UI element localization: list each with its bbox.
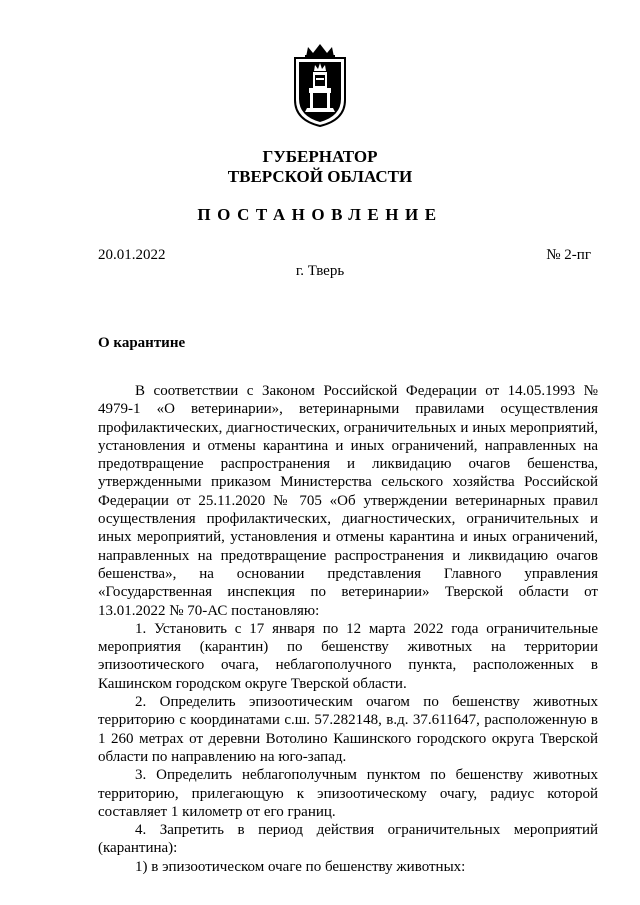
document-date: 20.01.2022	[98, 247, 166, 263]
issuer-region: ТВЕРСКОЙ ОБЛАСТИ	[227, 167, 413, 186]
issuer-title: ГУБЕРНАТОР	[262, 147, 378, 166]
clause-paragraph: 1. Установить с 17 января по 12 марта 2022 года ограничительные мероприятия (карантин) по бешенству животных на территории эпизоотического очага, неблагополучного пункта, расположенных в Кашинском городском округе Тверской области.	[98, 620, 598, 692]
document-city: г. Тверь	[295, 263, 345, 279]
clause-paragraph: 3. Определить неблагополучным пунктом по бешенству животных территорию, прилегающую к эпизоотическому очагу, радиус которой составляет 1 километр от его границ.	[98, 767, 598, 820]
document-number: № 2-пг	[546, 247, 591, 263]
clause-paragraph: 2. Определить эпизоотическим очагом по бешенству животных территорию с координатами с.ш. 57.282148, в.д. 37.611647, расположенную в 1 260 метрах от деревни Вотолино Кашинского городского округа Тверской области по направлению на юго-запад.	[98, 694, 598, 765]
tver-coat-of-arms-icon	[292, 42, 348, 128]
document-body	[98, 382, 598, 876]
subclause-paragraph: 1) в эпизоотическом очаге по бешенству животных:	[135, 858, 466, 875]
document-subject: О карантине	[98, 335, 186, 351]
document-type: ПОСТАНОВЛЕНИЕ	[197, 205, 443, 224]
preamble-paragraph: В соответствии с Законом Российской Федерации от 14.05.1993 № 4979-1 «О ветеринарии», ветеринарными правилами осуществления профилактических, диагностических, ограничительных и иных мероприятий, установления и отмены карантина и иных ограничений, направленных на предотвращение распространения и ликвидацию очагов бешенства, утвержденными приказом Министерства сельского хозяйства Российской Федерации от 25.11.2020 № 705 «Об утверждении ветеринарных правил осуществления профилактических, диагностических, ограничительных и иных мероприятий, установления и отмены карантина и иных ограничений, направленных на предотвращение распространения и ликвидацию очагов бешенства», на основании представления Главного управления «Государственная инспекция по ветеринарии» Тверской области от 13.01.2022 № 70-АС постановляю:	[98, 383, 598, 619]
clause-paragraph: 4. Запретить в период действия ограничительных мероприятий (карантина):	[98, 822, 598, 857]
